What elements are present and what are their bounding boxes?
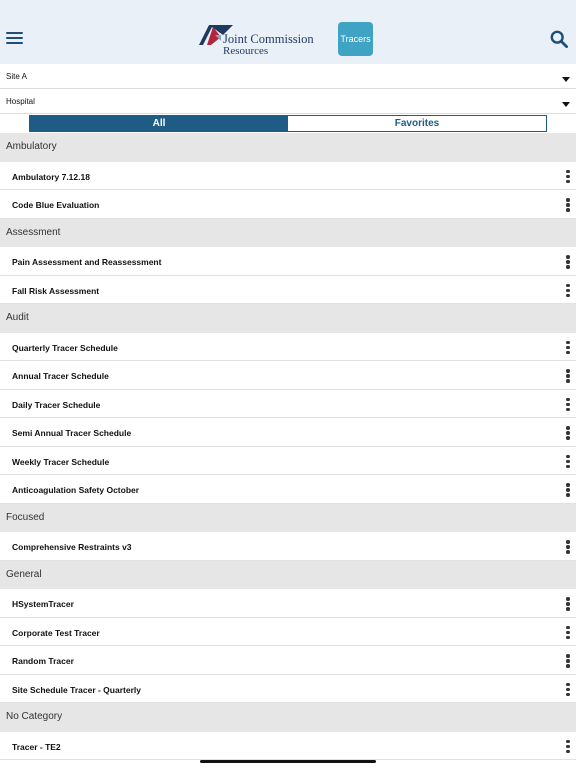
program-selector[interactable] — [0, 89, 576, 114]
more-vertical-icon[interactable] — [563, 482, 573, 498]
more-vertical-icon[interactable] — [563, 425, 573, 441]
section-header: General — [0, 561, 576, 590]
tracer-name: Semi Annual Tracer Schedule — [12, 428, 132, 438]
tracer-list-item[interactable] — [0, 646, 576, 675]
site-selector[interactable] — [0, 64, 576, 89]
more-vertical-icon[interactable] — [563, 397, 573, 413]
tracer-name: Annual Tracer Schedule — [12, 371, 109, 381]
filter-tabs — [29, 115, 547, 132]
tracer-name: Weekly Tracer Schedule — [12, 456, 110, 467]
more-vertical-icon[interactable] — [563, 169, 573, 185]
more-vertical-icon[interactable] — [563, 596, 573, 612]
tracers-button[interactable]: Tracers — [338, 22, 373, 56]
tracer-list-item[interactable] — [0, 589, 576, 618]
tracer-list-item[interactable] — [0, 532, 576, 561]
tracer-name: Comprehensive Restraints v3 — [12, 542, 132, 552]
tracer-list-item[interactable] — [0, 732, 576, 761]
more-vertical-icon[interactable] — [563, 682, 573, 698]
section-header: Audit — [0, 304, 576, 333]
section-header: Assessment — [0, 219, 576, 248]
tracer-list-item[interactable] — [0, 247, 576, 276]
more-vertical-icon[interactable] — [563, 340, 573, 356]
tracer-list-item[interactable] — [0, 361, 576, 390]
section-header: Focused — [0, 504, 576, 533]
tracer-name: Random Tracer — [12, 656, 74, 666]
tracer-list-item[interactable] — [0, 447, 576, 476]
program-selector-value: Hospital — [6, 97, 35, 106]
tracer-list-item[interactable] — [0, 475, 576, 504]
hamburger-menu-icon[interactable] — [6, 30, 23, 46]
tracer-name: HSystemTracer — [12, 599, 74, 609]
section-header: Ambulatory — [0, 133, 576, 162]
more-vertical-icon[interactable] — [563, 625, 573, 641]
tracer-list — [0, 133, 576, 760]
more-vertical-icon[interactable] — [563, 197, 573, 213]
tracer-name: Fall Risk Assessment — [12, 285, 100, 296]
more-vertical-icon[interactable] — [563, 653, 573, 669]
tracer-list-item[interactable] — [0, 618, 576, 647]
more-vertical-icon[interactable] — [563, 454, 573, 470]
tab-all[interactable]: All — [30, 116, 288, 131]
home-indicator — [200, 760, 376, 763]
tracer-name: Daily Tracer Schedule — [12, 399, 101, 410]
tracer-name: Tracer - TE2 — [12, 741, 61, 752]
joint-commission-logo — [199, 22, 314, 56]
tracer-list-item[interactable] — [0, 675, 576, 704]
tracer-name: Site Schedule Tracer - Quarterly — [12, 684, 141, 695]
tracer-name: Anticoagulation Safety October — [12, 485, 140, 495]
tracer-list-item[interactable] — [0, 190, 576, 219]
tracer-list-item[interactable] — [0, 333, 576, 362]
tracer-list-item[interactable] — [0, 162, 576, 191]
tracer-list-item[interactable] — [0, 276, 576, 305]
tracer-list-item[interactable] — [0, 390, 576, 419]
section-header: No Category — [0, 703, 576, 732]
tab-favorites[interactable]: Favorites — [288, 116, 546, 131]
logo-text-line2: Resources — [223, 45, 269, 57]
site-selector-value: Site A — [6, 72, 27, 81]
more-vertical-icon[interactable] — [563, 368, 573, 384]
tracer-name: Corporate Test Tracer — [12, 627, 100, 638]
more-vertical-icon[interactable] — [563, 739, 573, 755]
logo-text-line1: Joint Commission — [223, 32, 314, 46]
tracer-name: Quarterly Tracer Schedule — [12, 342, 118, 353]
more-vertical-icon[interactable] — [563, 283, 573, 299]
more-vertical-icon[interactable] — [563, 254, 573, 270]
tracer-list-item[interactable] — [0, 418, 576, 447]
top-bar — [0, 0, 576, 64]
more-vertical-icon[interactable] — [563, 539, 573, 555]
chevron-down-icon — [562, 77, 570, 82]
tracer-name: Ambulatory 7.12.18 — [12, 171, 90, 182]
tracer-name: Pain Assessment and Reassessment — [12, 257, 162, 267]
search-icon[interactable] — [550, 30, 568, 48]
tracer-name: Code Blue Evaluation — [12, 200, 100, 210]
chevron-down-icon — [562, 102, 570, 107]
